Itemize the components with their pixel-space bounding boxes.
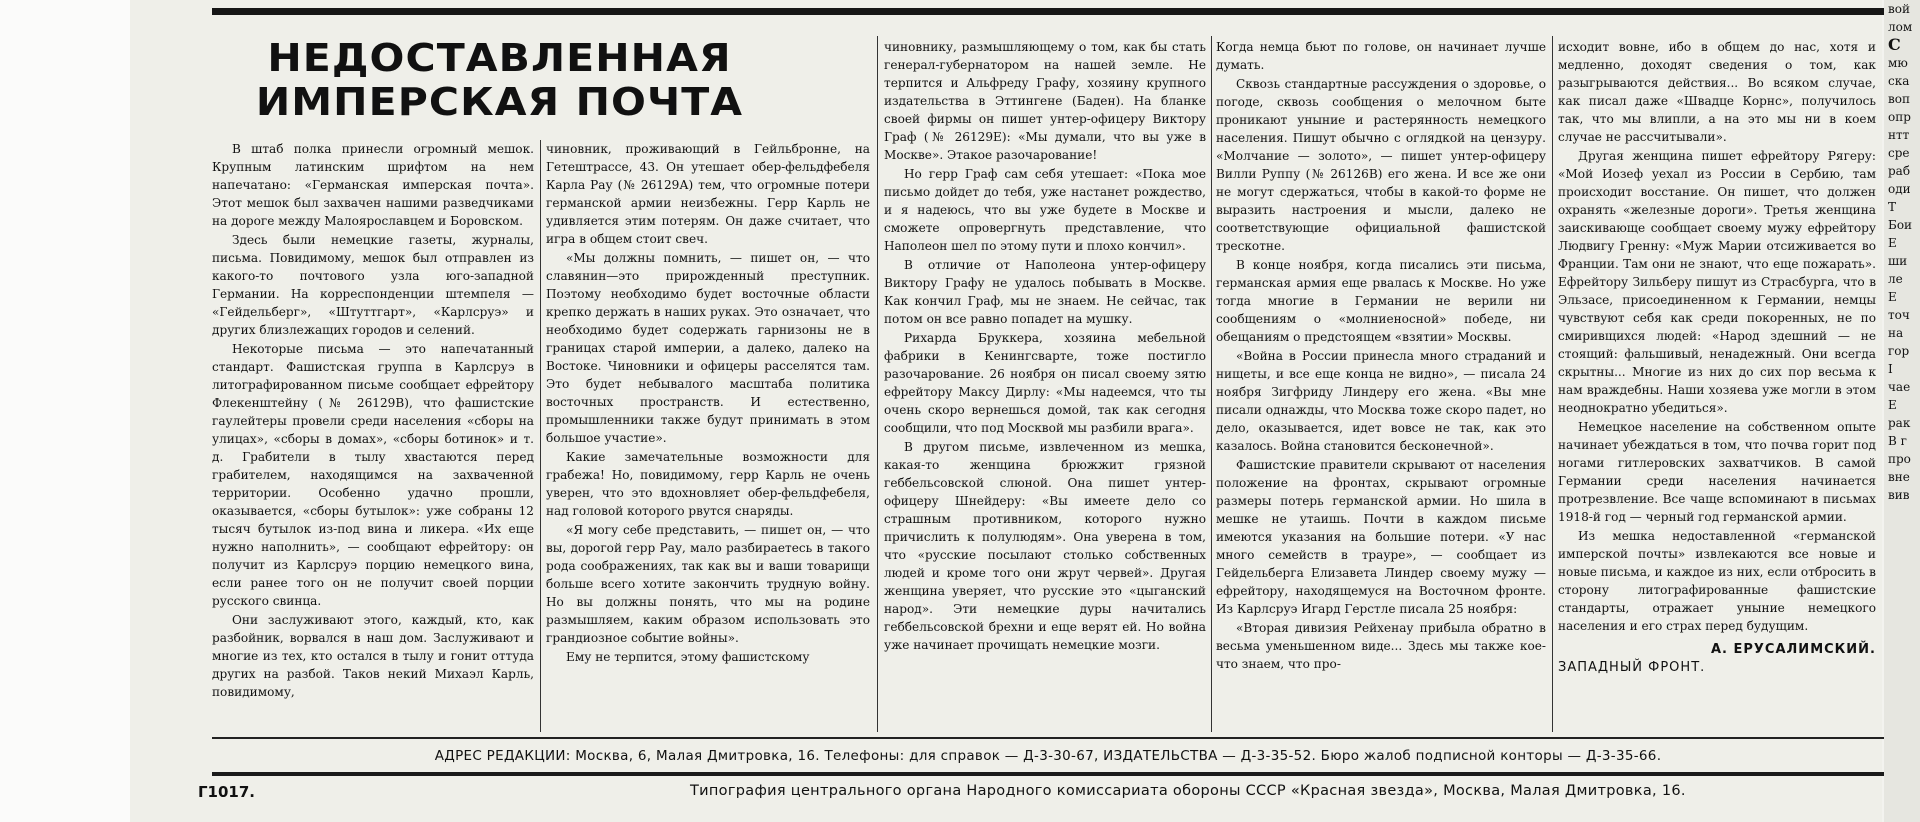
paragraph: Здесь были немецкие газеты, журналы, письма. Повидимому, мешок был отправлен из какого-то почтового узла юго-западной Германии. На корреспонденции штемпеля — «Гейдельберг», «Штуттгарт», «Карлсруэ» и других близлежащих городов и селений. (212, 233, 534, 337)
top-rule (212, 8, 1884, 15)
address-rule (212, 772, 1884, 776)
paragraph: «Мы должны помнить, — пишет он, — что славянин—это прирожденный преступник. Поэтому необходимо будет восточные области крепко держать в наших руках. Это означает, что необходимо будет содержать гарнизоны не в границах старой империи, а далеко, далеко на Востоке. Чиновники и офицеры расселятся там. Это будет небывалого масштаба политика восточных пространств. И естественно, промышленники также будут принимать в этом большое участие». (546, 251, 870, 445)
column-divider (1211, 36, 1212, 732)
printer-imprint: Типография центрального органа Народного комиссариата обороны СССР «Красная звезда», Москва, Малая Дмитровка, 16. (690, 783, 1686, 799)
fragment-line: Т (1888, 200, 1897, 214)
fragment-line: рак (1888, 416, 1911, 430)
fragment-line: Е (1888, 398, 1897, 412)
fragment-line: на (1888, 326, 1904, 340)
article-headline (189, 36, 810, 124)
paragraph: Немецкое население на собственном опыте начинает убеждаться в том, что почва горит под ногами гитлеровских захватчиков. В самой Германии среди населения начинается протрезвление. Все чаще вспоминают в письмах 1918-й год — черный год германской армии. (1558, 420, 1876, 524)
fragment-line: вив (1888, 488, 1910, 502)
paragraph: «Я могу себе представить, — пишет он, — что вы, дорогой герр Рау, мало разбираетесь в такого рода соображениях, так как вы и ваши товарищи больше всего хотите закончить трудную войну. Но вы должны понять, что мы на родине размышляем, каким образом использовать это грандиозное событие войны». (546, 523, 870, 645)
bottom-rule (212, 737, 1884, 739)
fragment-line: I (1888, 362, 1893, 376)
editorial-address: АДРЕС РЕДАКЦИИ: Москва, 6, Малая Дмитровка, 16. Телефоны: для справок — Д-3-30-67, ИЗДАТЕЛЬСТВА — Д-3-35-52. Бюро жалоб подписной конторы — Д-3-35-66. (434, 748, 1662, 764)
fragment-line: раб (1888, 164, 1911, 178)
author-front: ЗАПАДНЫЙ ФРОНТ. (1558, 660, 1706, 675)
paragraph: Ему не терпится, этому фашистскому (566, 650, 810, 664)
adjacent-page-fragment (1884, 0, 1920, 822)
fragment-line: ле (1888, 272, 1903, 286)
paragraph: Рихарда Бруккера, хозяина мебельной фабрики в Кенингсварте, тоже постигло разочарование. 26 ноября он писал своему зятю ефрейтору Максу Дирлу: «Мы надеемся, что ты очень скоро вернешься домой, так как сегодня сообщили, что под Москвой мы разбили врага». (884, 331, 1206, 435)
paragraph: Какие замечательные возможности для грабежа! Но, повидимому, герр Карль не очень уверен, что это вдохновляет обер-фельдфебеля, над головой которого рвутся снаряды. (546, 450, 870, 518)
fragment-line: мю (1888, 56, 1908, 70)
fragment-line: чае (1888, 380, 1911, 394)
paragraph: Когда немца бьют по голове, он начинает лучше думать. (1216, 40, 1546, 72)
fragment-line: гор (1888, 344, 1910, 358)
paragraph: Фашистские правители скрывают от населения положение на фронтах, скрывают огромные размеры потерь германской армии. Но шила в мешке не утаишь. Почти в каждом письме имеются указания на большие потери. «У нас много семейств в трауре», — сообщает из Гейдельберга Елизавета Линдер своему мужу — ефрейтору, находящемуся на Восточном фронте. Из Карлсруэ Игард Герстле писала 25 ноября: (1216, 458, 1546, 616)
fragment-line: точ (1888, 308, 1910, 322)
fragment-line: ши (1888, 254, 1908, 268)
fragment-line: оди (1888, 182, 1911, 196)
paragraph: В штаб полка принесли огромный мешок. Крупным латинским шрифтом на нем напечатано: «Германская имперская почта». Этот мешок был захвачен нашими разведчиками на дороге между Малоярославцем и Боровском. (212, 142, 534, 228)
column-divider (1552, 36, 1553, 732)
fragment-line: сре (1888, 146, 1910, 160)
fragment-line: лом (1888, 20, 1913, 34)
article-column-3 (884, 38, 1206, 732)
headline-line-2: ИМПЕРСКАЯ ПОЧТА (255, 80, 744, 124)
scan-margin (0, 0, 130, 822)
paragraph: Они заслуживают этого, каждый, кто, как разбойник, ворвался в наш дом. Заслуживают и многие из тех, кто остался в тылу и гонит оттуда других на разбой. Таков некий Михаэл Карль, повидимому, (212, 613, 534, 699)
paragraph: Из мешка недоставленной «германской имперской почты» извлекаются все новые и новые письма, и каждое из них, если отбросить в сторону литографированные фашистские стандарты, отражает уныние немецкого населения и его страх перед будущим. (1558, 529, 1876, 633)
order-number: Г1017. (198, 783, 256, 801)
article-column-1 (212, 140, 534, 732)
paragraph: исходит вовне, ибо в общем до нас, хотя и медленно, доходят сведения о том, как разыгрываются действия... Во всяком случае, как писал даже «Швадце Корнс», получилось так, что мы влипли, а на это мы ни в коем случае не рассчитывали». (1558, 40, 1876, 144)
paragraph: В конце ноября, когда писались эти письма, германская армия еще рвалась к Москве. Но уже тогда многие в Германии не верили ни сообщениям о «молниеносной» победе, ни обещаниям о предстоящем «взятии» Москвы. (1216, 258, 1546, 344)
paragraph: В отличие от Наполеона унтер-офицеру Виктору Графу не удалось побывать в Москве. Как кончил Граф, мы не знаем. Не сейчас, так потом он все равно попадет на мушку. (884, 258, 1206, 326)
paragraph: чиновнику, размышляющему о том, как бы стать генерал-губернатором на нашей земле. Не терпится и Альфреду Графу, хозяину крупного издательства в Эттингене (Баден). На бланке своей фирмы он пишет унтер-офицеру Виктору Граф (№ 26129Е): «Мы думали, что вы уже в Москве». Этакое разочарование! (884, 40, 1206, 162)
paragraph: «Вторая дивизия Рейхенау прибыла обратно в весьма уменьшенном виде... Здесь мы также кое-что знаем, что про- (1216, 621, 1546, 671)
paragraph: «Война в России принесла много страданий и нищеты, и все еще конца не видно», — писала 24 ноября Зигфриду Линдеру его жена. «Вы мне писали однажды, что Москва тоже скоро падет, но дело, оказывается, идет вовсе не так, как это казалось. Война становится бесконечной». (1216, 349, 1546, 453)
article-column-5 (1558, 38, 1876, 732)
fragment-line: нтт (1888, 128, 1910, 142)
column-divider (877, 36, 878, 732)
fragment-line: воп (1888, 92, 1910, 106)
fragment-line: ска (1888, 74, 1910, 88)
article-column-2 (546, 140, 870, 732)
headline-line-1: НЕДОСТАВЛЕННАЯ (267, 36, 732, 80)
paragraph: Другая женщина пишет ефрейтору Рягеру: «Мой Иозеф уехал из России в Сербию, там происходит восстание. Он пишет, что должен охранять «железные дороги». Третья женщина заискивающе сообщает своему мужу ефрейтору Людвигу Гренну: «Муж Марии отсиживается во Франции. Там они не знают, что еще пожарать». Ефрейтору Зильберу пишут из Страсбурга, что в Эльзасе, присоединенном к Германии, немцы чувствуют себя как среди покоренных, не по смиривщихся людей: «Народ здешний — не стоящий: фальшивый, ненадежный. Они всегда скрытны... Многие из них до сих пор весьма к нам враждебны. Наши хозяева уже могли в этом неоднократно убедиться». (1558, 149, 1876, 415)
column-divider (540, 140, 541, 732)
fragment-line: опр (1888, 110, 1911, 124)
paragraph: В другом письме, извлеченном из мешка, какая-то женщина брюжжит грязной геббельсовской слюной. Она пишет унтер-офицеру Шнейдеру: «Вы имеете дело со страшным противником, которого нужно причислить к полулюдям». Она уверена в том, что «русские посылают столько собственных людей и кроме того они жрут червей». Другая женщина уверяет, что русские это «цыганский народ». Эти немецкие дуры начитались геббельсовской брехни и еще верят ей. Но война уже начинает прочищать немецкие мозги. (884, 440, 1206, 652)
paragraph: чиновник, проживающий в Гейльбронне, на Гетештрассе, 43. Он утешает обер-фельдфебеля Карла Рау (№ 26129А) тем, что огромные потери германской армии неизбежны. Герр Карль не удивляется этим потерям. Он даже считает, что игра в общем стоит свеч. (546, 142, 870, 246)
author-signature: А. ЕРУСАЛИМСКИЙ. (1710, 642, 1876, 657)
fragment-line: вне (1888, 470, 1910, 484)
fragment-line: Е (1888, 290, 1897, 304)
fragment-line: Е (1888, 236, 1897, 250)
paragraph: Сквозь стандартные рассуждения о здоровье, о погоде, сквозь сообщения о мелочном быте проникают уныние и растерянность немецкого населения. Пишут обычно с оглядкой на цензуру. «Молчание — золото», — пишет унтер-офицеру Вилли Руппу (№ 26126В) его жена. И все же они не могут сдержаться, чтобы в какой-то форме не выразить настроения и мысли, далеко не соответствующие официальной фашистской трескотне. (1216, 77, 1546, 253)
paragraph: Но герр Граф сам себя утешает: «Пока мое письмо дойдет до тебя, уже настанет рождество, и я надеюсь, что вы уже будете в Москве и сможете опровергнуть представление, что Наполеон шел по этому пути и плохо кончил». (884, 167, 1206, 253)
fragment-line: Бои (1888, 218, 1913, 232)
paragraph: Некоторые письма — это напечатанный стандарт. Фашистская группа в Карлсруэ в литографированном письме сообщает ефрейтору Флекенштейну (№ 26129В), что фашистские гаулейтеры провели среди населения «сборы на улицах», «сборы в домах», «сборы ботинок» и т. д. Грабители в тылу хвастаются перед грабителем, находящимся на захваченной территории. Особенно удачно прошли, оказывается, «сборы бутылок»: уже собраны 12 тысяч бутылок из-под вина и ликера. «Их еще нужно наполнить», — сообщают ефрейтору: он получит из Карлсруэ порцию немецкого вина, если ранее того он не получит своей порции русского свинца. (212, 342, 534, 608)
fragment-line: вой (1888, 2, 1910, 16)
fragment-line: про (1888, 452, 1911, 466)
fragment-line: С (1888, 35, 1901, 54)
article-column-4 (1216, 38, 1546, 732)
fragment-line: В г (1888, 434, 1907, 448)
